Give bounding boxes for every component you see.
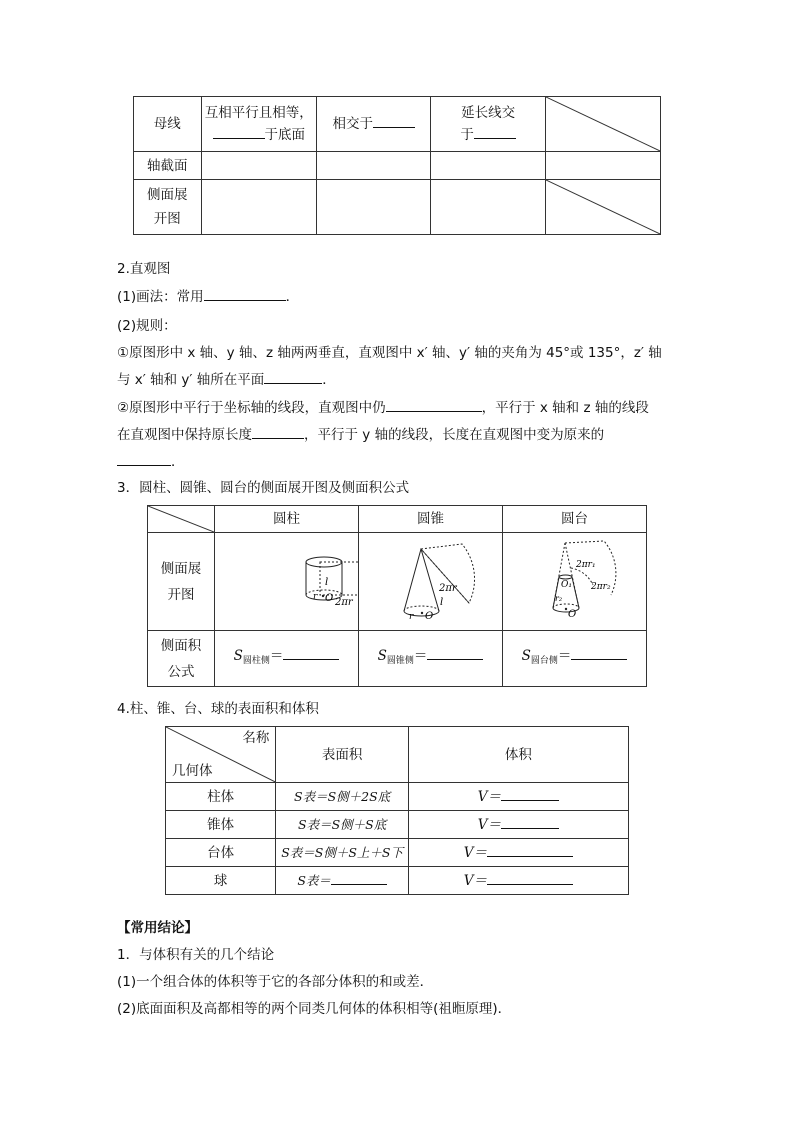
volume-formula bbox=[408, 867, 628, 895]
cell-cone-generatrix bbox=[317, 97, 431, 152]
formula-symbol: S bbox=[377, 648, 387, 664]
section2-line4: 与 x′ 轴和 y′ 轴所在平面 ． bbox=[117, 372, 336, 388]
row-name: 柱体 bbox=[166, 783, 276, 811]
label-l: l bbox=[325, 577, 329, 588]
text: (1)画法：常用 bbox=[117, 289, 204, 305]
text: V＝ bbox=[463, 844, 488, 861]
text: ，平行于 x 轴和 z 轴的线段 bbox=[481, 400, 649, 416]
diagonal-line bbox=[148, 506, 214, 532]
conclusions-line1: 1．与体积有关的几个结论 bbox=[117, 947, 275, 963]
cell-empty bbox=[317, 180, 431, 235]
blank-line bbox=[487, 843, 573, 857]
section4-title: 4.柱、锥、台、球的表面积和体积 bbox=[117, 701, 319, 717]
cell-text: 母线 bbox=[153, 116, 181, 132]
svg-text:O: O bbox=[568, 609, 577, 620]
cell-text: 于 bbox=[460, 127, 474, 143]
surface-volume-table bbox=[165, 726, 629, 895]
cell-frustum-generatrix bbox=[431, 97, 545, 152]
blank-line bbox=[487, 871, 573, 885]
formula-cone bbox=[359, 631, 503, 687]
text: 与 x′ 轴和 y′ 轴所在平面 bbox=[117, 372, 265, 388]
section2-line7: ． bbox=[117, 452, 185, 472]
section3-title: 3．圆柱、圆锥、圆台的侧面展开图及侧面积公式 bbox=[117, 480, 410, 496]
corner-bottom-label: 几何体 bbox=[172, 763, 213, 779]
svg-text:O: O bbox=[325, 593, 334, 604]
text: S表＝ bbox=[297, 872, 331, 888]
diagonal-line bbox=[546, 180, 660, 234]
volume-formula bbox=[408, 783, 628, 811]
formula-frustum bbox=[503, 631, 647, 687]
corner-top-label: 名称 bbox=[242, 730, 270, 746]
svg-text:l: l bbox=[440, 597, 444, 608]
blank-line bbox=[204, 287, 286, 301]
blank-line bbox=[283, 646, 339, 660]
blank-line bbox=[373, 114, 415, 128]
cell-text: 相交于 bbox=[332, 116, 373, 132]
cell-text: 互相平行且相等， bbox=[204, 105, 313, 121]
volume-formula bbox=[408, 839, 628, 867]
cell-text: 开图 bbox=[153, 211, 181, 227]
cell-sphere-empty bbox=[545, 97, 660, 152]
cone-unfold-figure bbox=[359, 533, 503, 631]
cell-text: 延长线交 bbox=[461, 105, 516, 121]
cylinder-unfold-figure bbox=[215, 533, 359, 631]
section2-title: 2.直观图 bbox=[117, 261, 171, 277]
blank-line bbox=[501, 815, 559, 829]
header-cone: 圆锥 bbox=[359, 506, 503, 533]
row-head-unfold bbox=[148, 533, 215, 631]
conclusions-heading: 【常用结论】 bbox=[117, 920, 198, 936]
section2-line5 bbox=[117, 398, 649, 418]
formula-symbol: S bbox=[233, 648, 243, 664]
header-cylinder: 圆柱 bbox=[215, 506, 359, 533]
svg-text:2πr: 2πr bbox=[439, 583, 457, 594]
formula-subscript: 圆柱侧 bbox=[242, 656, 270, 666]
row-head-lateral bbox=[134, 180, 202, 235]
frustum-net-icon bbox=[503, 533, 646, 621]
formula-symbol: S bbox=[521, 648, 531, 664]
cell-cylinder-generatrix bbox=[201, 97, 316, 152]
blank-line bbox=[474, 125, 516, 139]
cell-empty bbox=[201, 152, 316, 180]
cell-text: 轴截面 bbox=[147, 157, 188, 174]
cell-empty bbox=[431, 180, 545, 235]
corner-cell bbox=[166, 727, 276, 783]
svg-text:r: r bbox=[313, 592, 318, 602]
blank-line bbox=[213, 125, 265, 139]
header-surface: 表面积 bbox=[276, 727, 409, 783]
blank-line bbox=[386, 398, 482, 412]
cell-sphere-empty bbox=[545, 180, 660, 235]
corner-cell bbox=[148, 506, 215, 533]
blank-line bbox=[501, 787, 559, 801]
text: V＝ bbox=[477, 788, 502, 805]
svg-text:O₁: O₁ bbox=[561, 580, 572, 590]
lateral-area-table bbox=[147, 505, 647, 687]
formula-eq: ＝ bbox=[413, 648, 428, 664]
volume-formula bbox=[408, 811, 628, 839]
section2-line6 bbox=[117, 425, 604, 445]
blank-line bbox=[264, 370, 322, 384]
text: V＝ bbox=[463, 872, 488, 889]
row-name: 锥体 bbox=[166, 811, 276, 839]
blank-line bbox=[252, 425, 304, 439]
formula-subscript: 圆台侧 bbox=[530, 656, 558, 666]
cell-empty bbox=[317, 152, 431, 180]
surface-formula: S表＝S侧＋2S底 bbox=[276, 783, 409, 811]
svg-text:r₂: r₂ bbox=[555, 594, 563, 603]
surface-formula bbox=[276, 867, 409, 895]
cylinder-net-icon bbox=[215, 533, 358, 621]
svg-text:2πr₁: 2πr₁ bbox=[576, 560, 596, 570]
text: 在直观图中保持原长度 bbox=[117, 427, 252, 443]
row-head-axial-section bbox=[134, 152, 202, 180]
header-volume: 体积 bbox=[408, 727, 628, 783]
text: ②原图形中平行于坐标轴的线段，直观图中仍 bbox=[117, 400, 386, 416]
svg-text:2πr₂: 2πr₂ bbox=[591, 582, 611, 592]
formula-cylinder bbox=[215, 631, 359, 687]
cell-text: 于底面 bbox=[264, 127, 306, 143]
section2-line1: (1)画法：常用 ． bbox=[117, 289, 300, 305]
surface-formula: S表＝S侧＋S底 bbox=[276, 811, 409, 839]
svg-text:r: r bbox=[409, 612, 414, 621]
formula-subscript: 圆锥侧 bbox=[386, 656, 414, 666]
formula-eq: ＝ bbox=[557, 648, 572, 664]
header-frustum: 圆台 bbox=[503, 506, 647, 533]
cell-empty bbox=[545, 152, 660, 180]
frustum-unfold-figure bbox=[503, 533, 647, 631]
row-name: 台体 bbox=[166, 839, 276, 867]
blank-line bbox=[117, 452, 171, 466]
section2-line2: (2)规则： bbox=[117, 318, 177, 334]
conclusions-line3: (2)底面面积及高都相等的两个同类几何体的体积相等(祖暅原理)． bbox=[117, 1001, 512, 1017]
section2-line3: ①原图形中 x 轴、y 轴、z 轴两两垂直，直观图中 x′ 轴、y′ 轴的夹角为 45°或 135°，z′ 轴 bbox=[117, 345, 662, 361]
text: ，平行于 y 轴的线段，长度在直观图中变为原来的 bbox=[304, 427, 605, 443]
blank-line bbox=[427, 646, 483, 660]
conclusions-line2: (1)一个组合体的体积等于它的各部分体积的和或差． bbox=[117, 974, 434, 990]
cell-text: 公式 bbox=[167, 663, 195, 680]
cell-text: 侧面展 bbox=[160, 560, 202, 577]
row-name: 球 bbox=[166, 867, 276, 895]
cell-empty bbox=[201, 180, 316, 235]
text: V＝ bbox=[477, 816, 502, 833]
cell-text: 开图 bbox=[167, 586, 195, 603]
cell-text: 侧面积 bbox=[160, 637, 202, 654]
surface-formula: S表＝S侧＋S上＋S下 bbox=[276, 839, 409, 867]
row-head-formula bbox=[148, 631, 215, 687]
row-head-generatrix bbox=[134, 97, 202, 152]
blank-line bbox=[571, 646, 627, 660]
label-2pir: 2πr bbox=[335, 597, 353, 608]
cell-text: 侧面展 bbox=[147, 187, 188, 203]
diagonal-line bbox=[546, 97, 660, 151]
cell-empty bbox=[431, 152, 545, 180]
svg-text:O: O bbox=[425, 611, 434, 621]
cone-net-icon bbox=[359, 533, 502, 621]
frustum-property-table bbox=[133, 96, 661, 235]
blank-line bbox=[331, 871, 387, 885]
formula-eq: ＝ bbox=[269, 648, 284, 664]
